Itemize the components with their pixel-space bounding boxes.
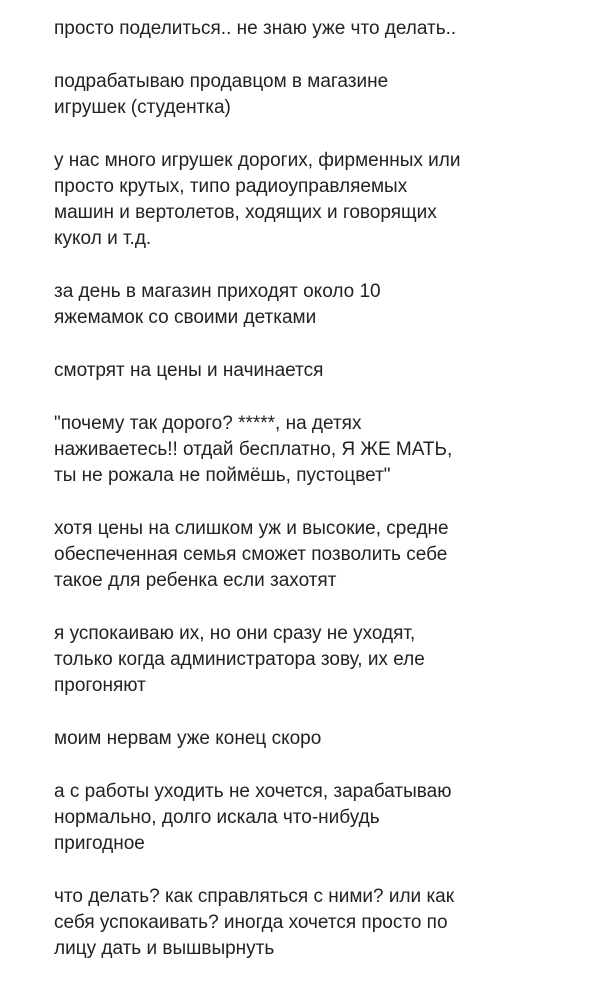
text-line: хотя цены на слишком уж и высокие, средне: [54, 518, 449, 539]
text-line: а с работы уходить не хочется, зарабатываю: [54, 781, 452, 802]
text-line: что делать? как справляться с ними? или как: [54, 886, 455, 907]
text-line: я успокаиваю их, но они сразу не уходят,: [54, 623, 416, 644]
paragraph-job: [54, 69, 574, 121]
text-line: просто поделиться.. не знаю уже что делать..: [54, 18, 457, 39]
text-line: нормально, долго искала что-нибудь: [54, 807, 380, 828]
text-line: обеспеченная семья сможет позволить себе: [54, 544, 448, 565]
paragraph-intro: [54, 16, 574, 42]
text-line: пригодное: [54, 833, 145, 854]
paragraph-affordability: [54, 516, 574, 594]
text-line: себя успокаивать? иногда хочется просто по: [54, 912, 448, 933]
text-line: машин и вертолетов, ходящих и говорящих: [54, 202, 437, 223]
paragraph-work: [54, 779, 574, 857]
text-line: смотрят на цены и начинается: [54, 360, 324, 381]
paragraph-prices: [54, 358, 574, 384]
paragraph-nerves: [54, 726, 574, 752]
paragraph-quote: [54, 411, 574, 489]
text-line: наживаетесь!! отдай бесплатно, Я ЖЕ МАТЬ,: [54, 439, 453, 460]
text-line: яжемамок со своими детками: [54, 307, 317, 328]
text-line: такое для ребенка если захотят: [54, 570, 337, 591]
text-line: просто крутых, типо радиоуправляемых: [54, 176, 408, 197]
text-line: прогоняют: [54, 675, 146, 696]
text-line: моим нервам уже конец скоро: [54, 728, 322, 749]
text-line: только когда администратора зову, их еле: [54, 649, 425, 670]
paragraph-calming: [54, 621, 574, 699]
text-line: у нас много игрушек дорогих, фирменных или: [54, 150, 461, 171]
text-line: лицу дать и вышвырнуть: [54, 938, 275, 959]
text-line: за день в магазин приходят около 10: [54, 281, 381, 302]
text-line: кукол и т.д.: [54, 228, 152, 249]
text-line: подрабатываю продавцом в магазине: [54, 71, 389, 92]
text-line: игрушек (студентка): [54, 97, 231, 118]
paragraph-visitors: [54, 279, 574, 331]
text-line: "почему так дорого? *****, на детях: [54, 413, 362, 434]
paragraph-question: [54, 884, 574, 962]
paragraph-toys: [54, 148, 574, 252]
post-body: [54, 16, 574, 989]
text-line: ты не рожала не поймёшь, пустоцвет": [54, 465, 391, 486]
